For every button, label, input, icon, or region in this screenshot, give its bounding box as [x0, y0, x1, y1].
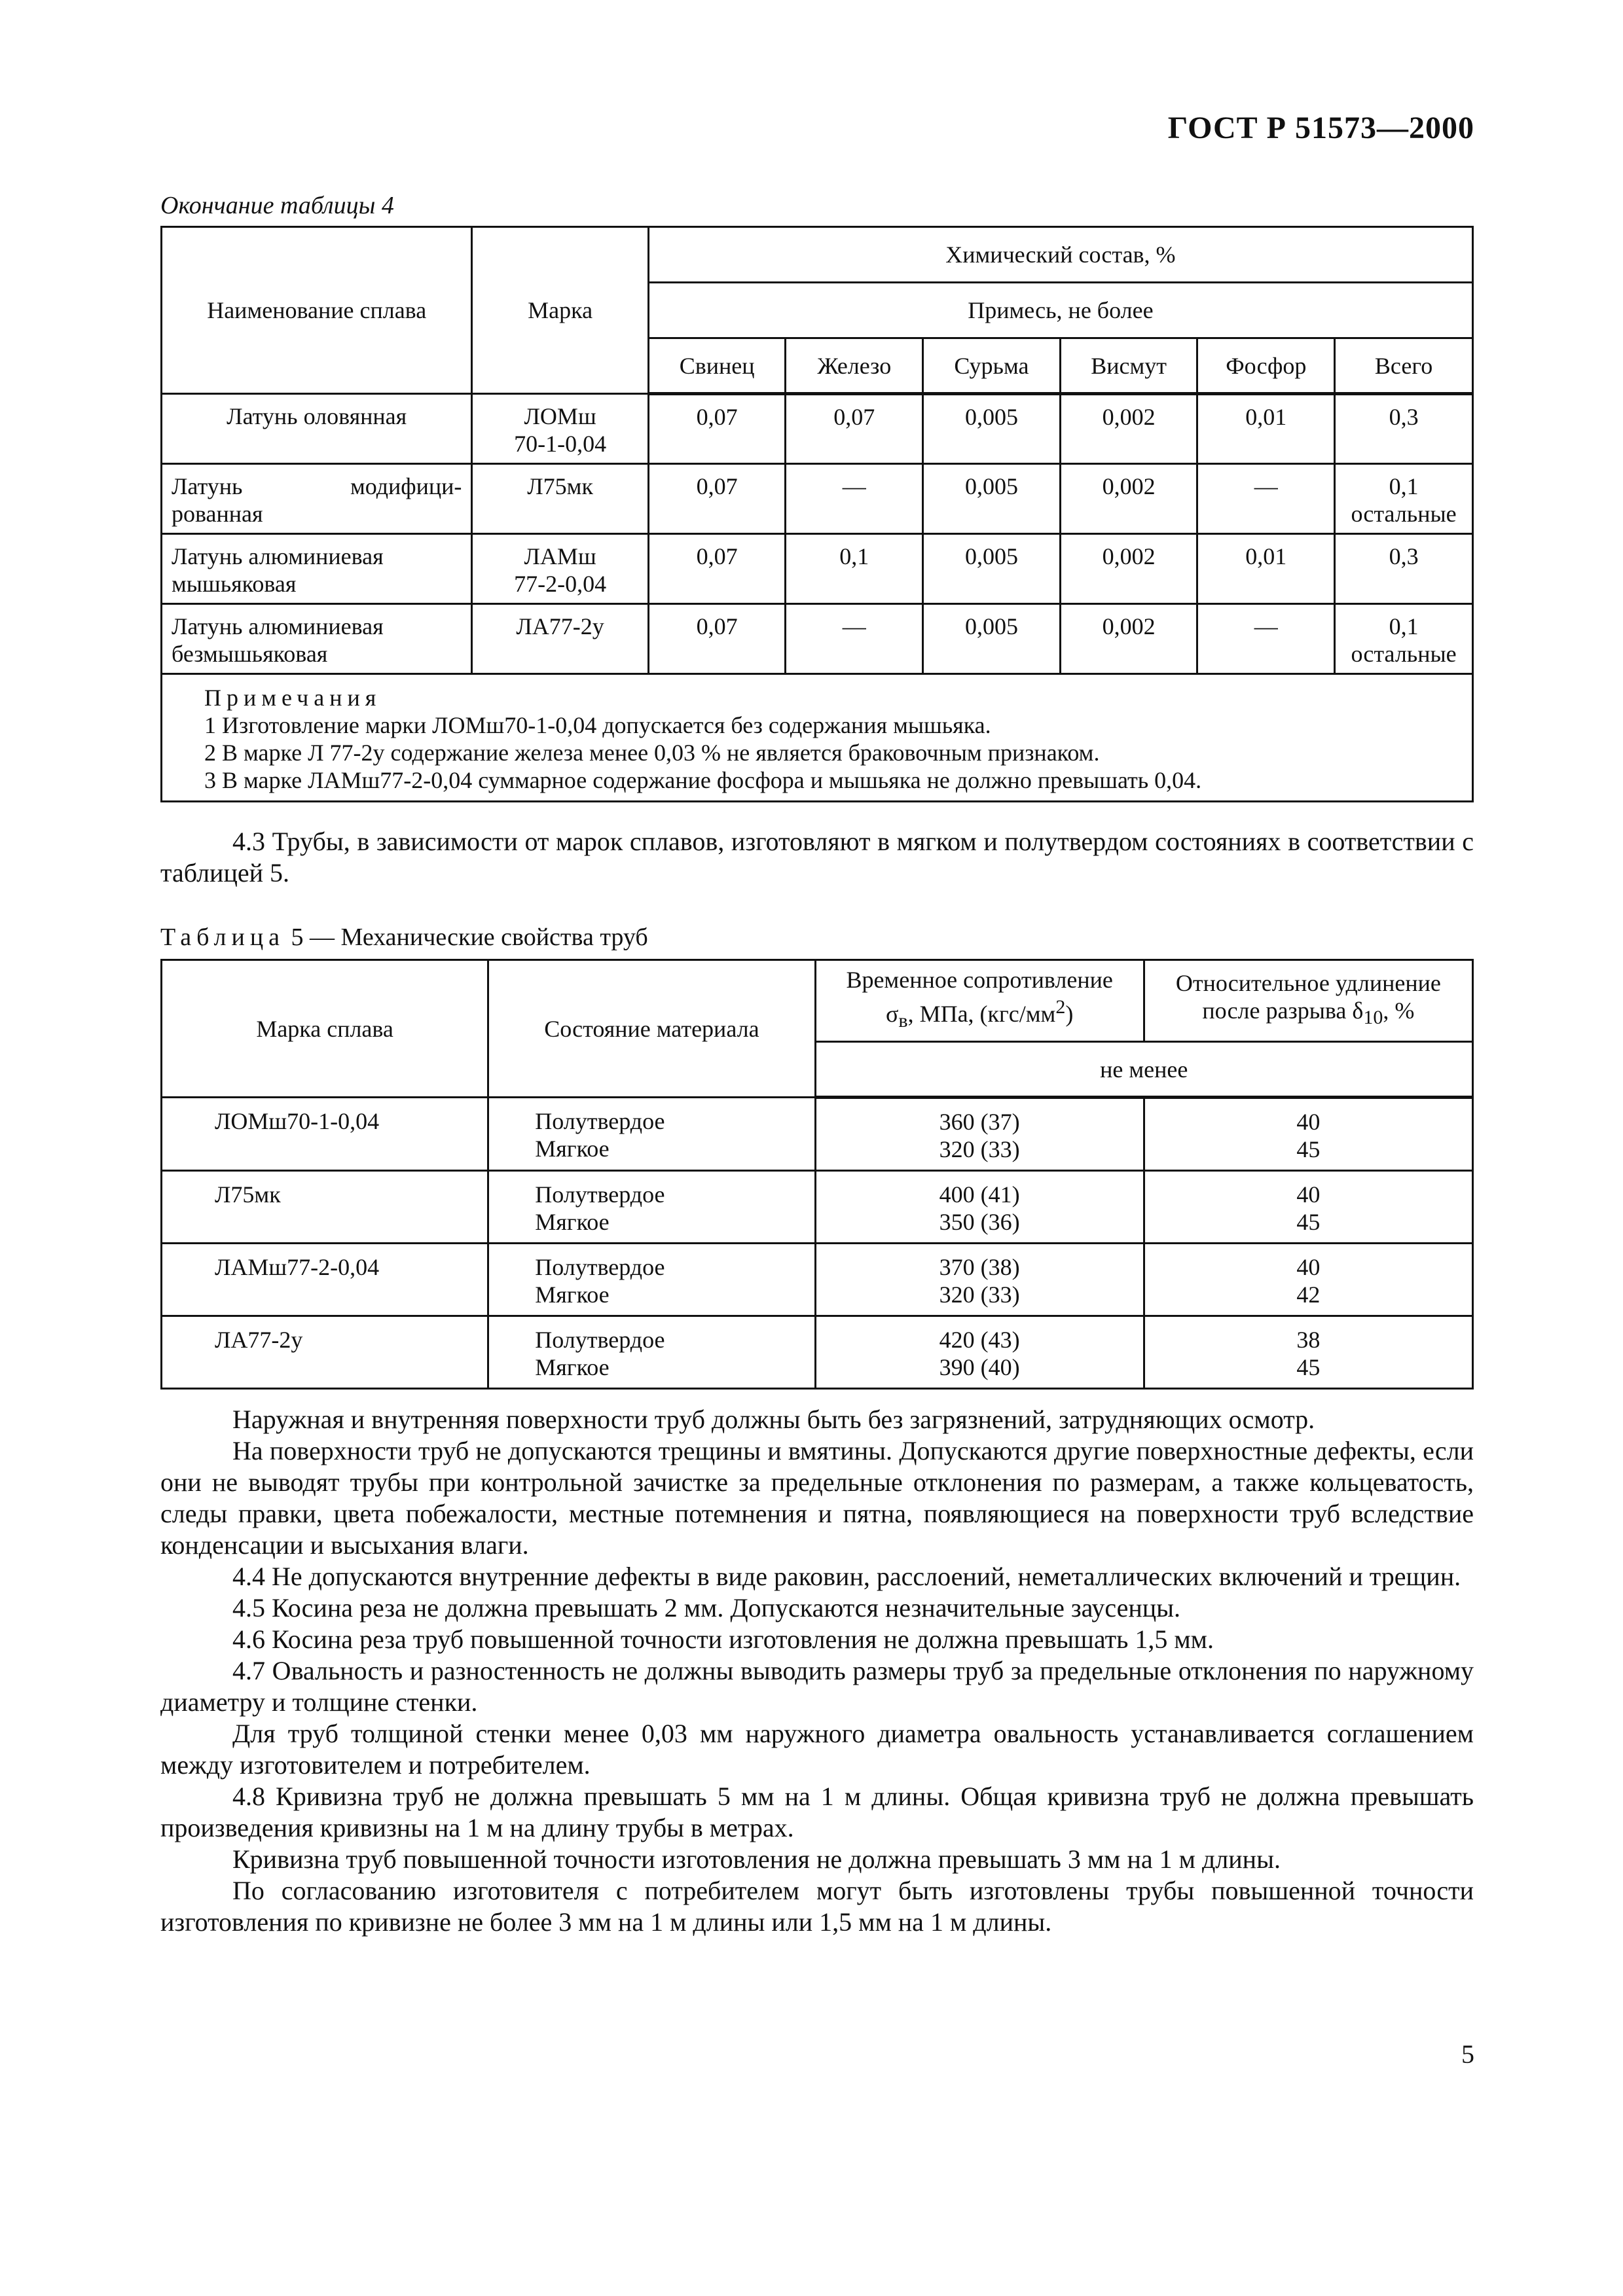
table4-header-chem: Химический состав, % — [648, 227, 1472, 283]
strength-value: 400 (41) — [939, 1181, 1020, 1208]
strength-value: 320 (33) — [939, 1282, 1020, 1308]
strength-unit-text: , МПа, (кгс/мм — [907, 1001, 1056, 1028]
value-cell: 0,002 — [1060, 464, 1197, 534]
elongation-cell — [1144, 1171, 1472, 1244]
elongation-value: 40 — [1296, 1109, 1321, 1135]
strength-value: 350 (36) — [939, 1209, 1020, 1235]
unit-superscript: 2 — [1055, 996, 1066, 1018]
strength-value: 370 (38) — [939, 1254, 1020, 1280]
value-cell: 0,005 — [923, 464, 1061, 534]
table5-header-state: Состояние материала — [488, 960, 815, 1098]
alloy-name-part: модифици- — [350, 473, 462, 499]
total-value: 0,1 — [1389, 613, 1419, 639]
table4-notes — [162, 674, 1473, 802]
elongation-unit-text: после разрыва δ — [1202, 997, 1364, 1024]
state-value: Мягкое — [535, 1209, 610, 1235]
strength-title: Временное сопротивление — [846, 967, 1113, 994]
state-value: Мягкое — [535, 1354, 610, 1380]
state-value: Полутвердое — [535, 1254, 665, 1280]
paragraph-text: Кривизна труб повышенной точности изготовления не должна превышать 3 мм на 1 м длины. — [232, 1844, 1281, 1874]
strength-units — [816, 994, 1143, 1035]
sigma-symbol: σ — [885, 1001, 899, 1028]
table4-subheader: Всего — [1335, 338, 1473, 394]
alloy-grade-cont: 70-1-0,04 — [514, 431, 607, 457]
note-item: 3 В марке ЛАМш77-2-0,04 суммарное содержание фосфора и мышьяка не должно превышать 0,04. — [204, 767, 1202, 793]
state-cell — [488, 1171, 815, 1244]
alloy-name: Латунь оловянная — [227, 403, 407, 429]
table4-subheader: Висмут — [1060, 338, 1197, 394]
alloy-name-cell — [162, 534, 472, 604]
paragraph-text: 4.6 Косина реза труб повышенной точности изготовления не должна превышать 1,5 мм. — [232, 1624, 1214, 1654]
elongation-value: 42 — [1296, 1282, 1321, 1308]
table4-caption: Окончание таблицы 4 — [160, 192, 394, 219]
elongation-title: Относительное удлинение — [1175, 970, 1441, 997]
alloy-name-cell — [162, 604, 472, 674]
total-cell — [1335, 604, 1473, 674]
table4-subheader: Железо — [786, 338, 923, 394]
value-cell: 0,07 — [648, 394, 786, 464]
table-row — [162, 1098, 1473, 1171]
alloy-grade: ЛА77-2у — [516, 613, 604, 639]
strength-value: 420 (43) — [939, 1327, 1020, 1353]
table4-subheader: Сурьма — [923, 338, 1061, 394]
alloy-grade: ЛОМш — [524, 403, 596, 429]
table5-caption — [160, 923, 648, 952]
table5-header-not-less: не менее — [815, 1042, 1472, 1098]
value-cell: 0,002 — [1060, 534, 1197, 604]
grade-cell: ЛА77-2у — [162, 1316, 488, 1389]
alloy-grade-cell — [472, 534, 648, 604]
paragraph-text: По согласованию изготовителя с потребителем могут быть изготовлены трубы повышенной точности изготовления по кривизне не более 3 мм на 1 м длины или 1,5 мм на 1 м длины. — [160, 1876, 1474, 1937]
elongation-value: 38 — [1296, 1327, 1321, 1353]
table-row — [162, 394, 1473, 464]
elongation-cell — [1144, 1098, 1472, 1171]
value-cell: 0,002 — [1060, 394, 1197, 464]
value-cell: 0,1 — [786, 534, 923, 604]
value-cell: 0,005 — [923, 534, 1061, 604]
alloy-grade: Л75мк — [527, 473, 593, 499]
total-value: 0,3 — [1389, 404, 1419, 430]
alloy-name-cont: безмышьяковая — [172, 641, 328, 667]
strength-value: 390 (40) — [939, 1354, 1020, 1380]
paragraph-text: Наружная и внутренняя поверхности труб должны быть без загрязнений, затрудняющих осмотр. — [232, 1405, 1315, 1434]
state-cell — [488, 1098, 815, 1171]
value-cell: 0,005 — [923, 604, 1061, 674]
table-row — [162, 534, 1473, 604]
table4-header-impurity: Примесь, не более — [648, 283, 1472, 338]
alloy-grade: ЛАМш — [524, 543, 596, 569]
paragraph-4-3 — [160, 826, 1474, 889]
value-cell: 0,07 — [648, 604, 786, 674]
total-cell — [1335, 534, 1473, 604]
paragraph-text: 4.4 Не допускаются внутренние дефекты в виде раковин, расслоений, неметаллических включений и трещин. — [232, 1562, 1461, 1591]
value-cell: — — [786, 464, 923, 534]
elongation-value: 45 — [1296, 1136, 1321, 1162]
total-remainder: остальные — [1351, 501, 1457, 527]
table4 — [160, 226, 1474, 802]
strength-cell — [815, 1316, 1144, 1389]
value-cell: 0,002 — [1060, 604, 1197, 674]
state-value: Полутвердое — [535, 1181, 665, 1208]
value-cell: 0,07 — [648, 464, 786, 534]
alloy-name: Латунь — [172, 473, 243, 499]
paragraph-text: 4.8 Кривизна труб не должна превышать 5 мм на 1 м длины. Общая кривизна труб не должна превышать произведения кривизны на 1 м на длину трубы в метрах. — [160, 1782, 1474, 1842]
value-cell: 0,07 — [786, 394, 923, 464]
table-row — [162, 1244, 1473, 1316]
alloy-name: Латунь алюминиевая — [172, 613, 384, 639]
table5 — [160, 959, 1474, 1390]
paragraph-text: 4.5 Косина реза не должна превышать 2 мм. Допускаются незначительные заусенцы. — [232, 1593, 1181, 1623]
alloy-grade-cell — [472, 464, 648, 534]
state-value: Мягкое — [535, 1282, 610, 1308]
elongation-value: 45 — [1296, 1354, 1321, 1380]
strength-unit-close: ) — [1065, 1001, 1074, 1028]
paragraph-text: Для труб толщиной стенки менее 0,03 мм наружного диаметра овальность устанавливается соглашением между изготовителем и потребителем. — [160, 1719, 1474, 1780]
paragraph-text: На поверхности труб не допускаются трещины и вмятины. Допускаются другие поверхностные дефекты, если они не выводят трубы при контрольной зачистке за предельные отклонения по размерам, а также кольцеватость, следы правки, цвета побежалости, местные потемнения и пятна, появляющиеся на поверхности труб вследствие конденсации и высыхания влаги. — [160, 1436, 1474, 1560]
grade-cell: ЛОМш70-1-0,04 — [162, 1098, 488, 1171]
total-cell — [1335, 394, 1473, 464]
alloy-name-cell — [162, 394, 472, 464]
strength-cell — [815, 1098, 1144, 1171]
total-value: 0,3 — [1389, 543, 1419, 569]
total-value: 0,1 — [1389, 473, 1419, 499]
strength-cell — [815, 1171, 1144, 1244]
state-value: Полутвердое — [535, 1327, 665, 1353]
sigma-subscript: в — [898, 1010, 908, 1032]
elongation-units — [1145, 997, 1472, 1031]
table5-caption-label: Таблица — [160, 924, 285, 951]
notes-title: Примечания — [204, 685, 382, 711]
table4-header-name: Наименование сплава — [162, 227, 472, 394]
state-value: Мягкое — [535, 1136, 610, 1162]
standard-code: ГОСТ Р 51573—2000 — [1167, 111, 1474, 145]
strength-value: 320 (33) — [939, 1136, 1020, 1162]
table-row — [162, 464, 1473, 534]
total-remainder: остальные — [1351, 641, 1457, 667]
value-cell: — — [1197, 464, 1335, 534]
total-cell — [1335, 464, 1473, 534]
elongation-value: 45 — [1296, 1209, 1321, 1235]
table5-header-strength — [815, 960, 1144, 1042]
value-cell: 0,01 — [1197, 534, 1335, 604]
grade-cell: ЛАМш77-2-0,04 — [162, 1244, 488, 1316]
strength-cell — [815, 1244, 1144, 1316]
note-item: 1 Изготовление марки ЛОМш70-1-0,04 допускается без содержания мышьяка. — [204, 712, 991, 738]
alloy-grade-cell — [472, 604, 648, 674]
table5-header-grade: Марка сплава — [162, 960, 488, 1098]
table4-header-grade: Марка — [472, 227, 648, 394]
alloy-name-cont: мышьяковая — [172, 571, 297, 597]
elongation-value: 40 — [1296, 1254, 1321, 1280]
table4-subheader: Свинец — [648, 338, 786, 394]
elongation-percent: , % — [1383, 997, 1415, 1024]
table5-caption-title: 5 — Механические свойства труб — [291, 924, 648, 951]
table-row — [162, 1316, 1473, 1389]
value-cell: 0,01 — [1197, 394, 1335, 464]
paragraph-text: 4.7 Овальность и разностенность не должны выводить размеры труб за предельные отклонения по наружному диаметру и толщине стенки. — [160, 1656, 1474, 1717]
value-cell: — — [1197, 604, 1335, 674]
grade-cell: Л75мк — [162, 1171, 488, 1244]
strength-value: 360 (37) — [939, 1109, 1020, 1135]
value-cell: 0,005 — [923, 394, 1061, 464]
alloy-grade-cont: 77-2-0,04 — [514, 571, 607, 597]
elongation-cell — [1144, 1244, 1472, 1316]
table4-subheader: Фосфор — [1197, 338, 1335, 394]
table-row — [162, 1171, 1473, 1244]
state-cell — [488, 1244, 815, 1316]
alloy-name: Латунь алюминиевая — [172, 543, 384, 569]
state-cell — [488, 1316, 815, 1389]
elongation-value: 40 — [1296, 1181, 1321, 1208]
value-cell: 0,07 — [648, 534, 786, 604]
alloy-name-cell — [162, 464, 472, 534]
alloy-name-cont: рованная — [172, 501, 263, 527]
elongation-cell — [1144, 1316, 1472, 1389]
table-row — [162, 604, 1473, 674]
paragraph-text: 4.3 Трубы, в зависимости от марок сплавов, изготовляют в мягком и полутвердом состояниях в соответствии с таблицей 5. — [160, 827, 1474, 888]
value-cell: — — [786, 604, 923, 674]
body-text — [160, 1404, 1474, 1938]
note-item: 2 В марке Л 77-2у содержание железа менее 0,03 % не является браковочным признаком. — [204, 740, 1100, 766]
delta-subscript: 10 — [1363, 1007, 1383, 1029]
state-value: Полутвердое — [535, 1108, 665, 1134]
page-number: 5 — [1461, 2039, 1474, 2069]
table5-header-elongation — [1144, 960, 1472, 1042]
alloy-grade-cell — [472, 394, 648, 464]
